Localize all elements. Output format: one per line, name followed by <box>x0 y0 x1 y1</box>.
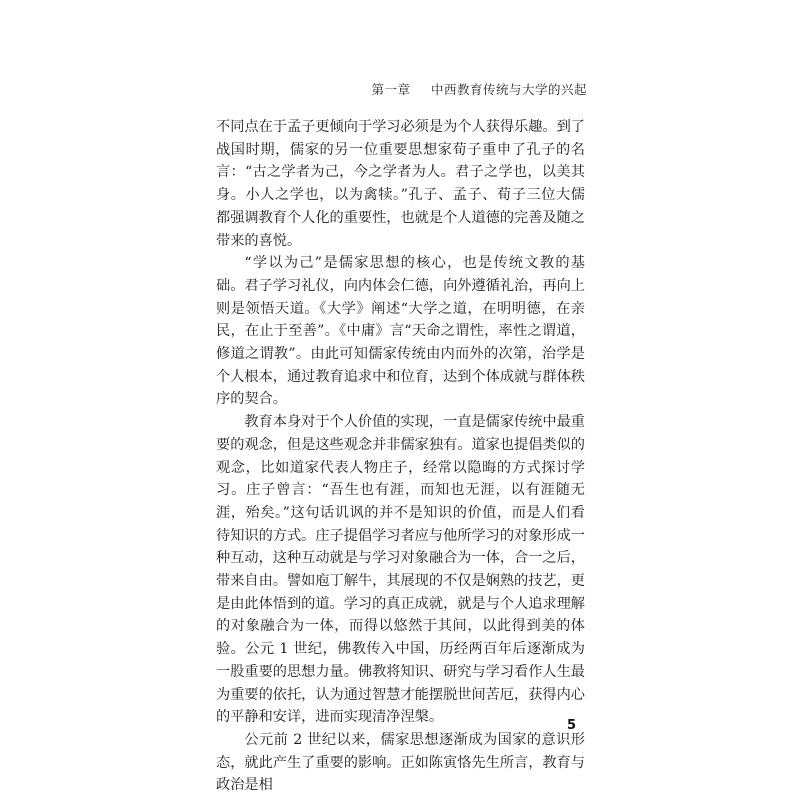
chapter-number: 第一章 <box>371 82 411 97</box>
paragraph-2: “学以为己”是儒家思想的核心，也是传统文教的基础。君子学习礼仪，向内体会仁德，向外遵循礼治，再向上则是领悟天道。《大学》阐述“大学之道，在明明德，在亲民，在止于至善”。《中庸》言“天命之谓性，率性之谓道，修道之谓教”。由此可知儒家传统由内而外的次第，治学是个人根本，通过教育追求中和位育，达到个体成就与群体秩序的契合。 <box>216 255 585 408</box>
page-number: 5 <box>567 718 577 733</box>
paragraph-3: 教育本身对于个人价值的实现，一直是儒家传统中最重要的观念，但是这些观念并非儒家独有。道家也提倡类似的观念，比如道家代表人物庄子，经常以隐晦的方式探讨学习。庄子曾言：“吾生也有涯，而知也无涯，以有涯随无涯，殆矣。”这句话讥讽的并不是知识的价值，而是人们看待知识的方式。庄子提倡学习者应与他所学习的对象形成一种互动，这种互动就是与学习对象融合为一体，合一之后，带来自由。譬如庖丁解牛，其展现的不仅是娴熟的技艺，更是由此体悟到的道。学习的真正成就，就是与个人追求理解的对象融合为一体，而得以悠然于其间，以此得到美的体验。公元 1 世纪，佛教传入中国，历经两百年后逐渐成为一股重要的思想力量。佛教将知识、研究与学习看作人生最为重要的依托，认为通过智慧才能摆脱世间苦厄，获得内心的平静和安详，进而实现清净涅槃。 <box>216 414 585 726</box>
paragraph-4: 公元前 2 世纪以来，儒家思想逐渐成为国家的意识形态，就此产生了重要的影响。正如陈寅恪先生所言，教育与政治是相 <box>216 731 585 794</box>
chapter-title: 中西教育传统与大学的兴起 <box>430 82 587 97</box>
paragraph-1: 不同点在于孟子更倾向于学习必须是为个人获得乐趣。到了战国时期，儒家的另一位重要思想家荀子重申了孔子的名言：“古之学者为己，今之学者为人。君子之学也，以美其身。小人之学也，以为禽犊。”孔子、孟子、荀子三位大儒都强调教育个人化的重要性，也就是个人道德的完善及随之带来的喜悦。 <box>216 119 585 249</box>
body-text <box>216 116 585 797</box>
running-header <box>371 80 587 98</box>
